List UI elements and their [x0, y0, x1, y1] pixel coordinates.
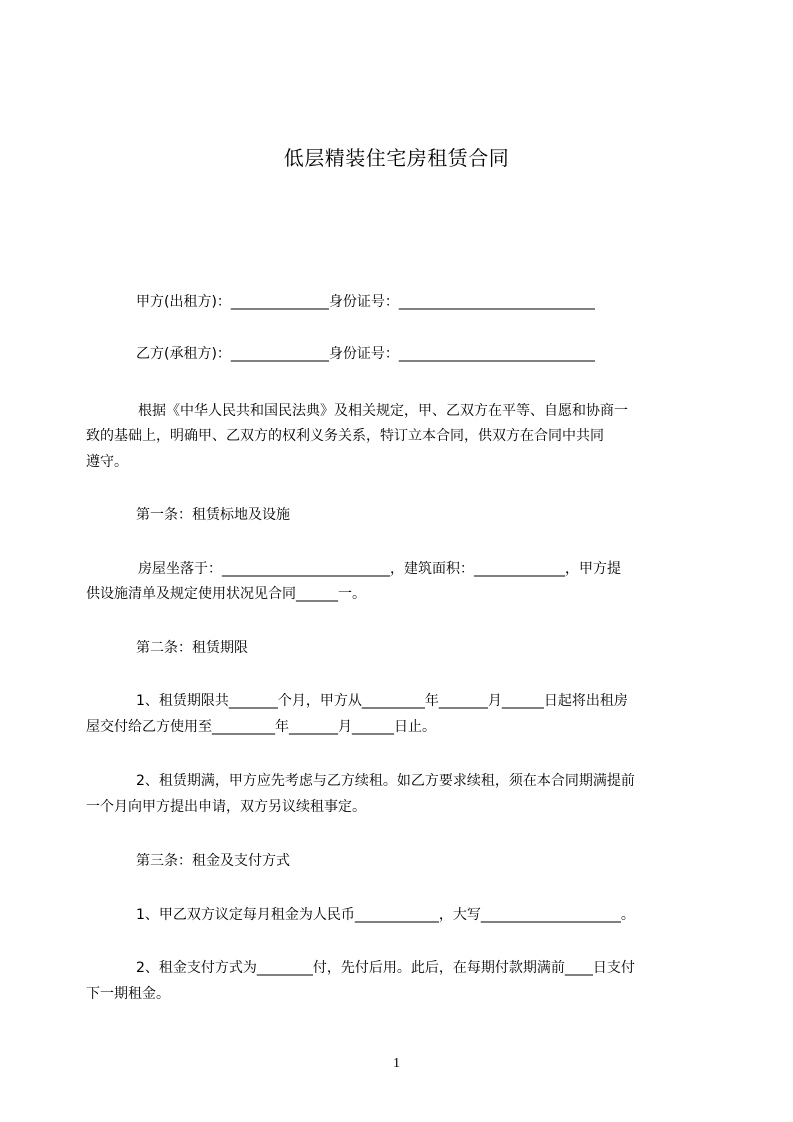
intro-line-3: 遵守。	[86, 454, 128, 470]
party-a-line: 甲方(出租方)：______________身份证号：____________________________	[136, 294, 595, 310]
article-3-clause-2-line-1: 2、租金支付方式为________付，先付后用。此后，在每期付款期满前____日支付	[136, 960, 635, 976]
intro-line-2: 致的基础上，明确甲、乙双方的权利义务关系，特订立本合同，供双方在合同中共同	[86, 428, 604, 444]
article-2-clause-2-line-1: 2、租赁期满，甲方应先考虑与乙方续租。如乙方要求续租，须在本合同期满提前	[136, 773, 635, 789]
intro-line-1: 根据《中华人民共和国民法典》及相关规定，甲、乙双方在平等、自愿和协商一	[138, 403, 628, 419]
page-number: 1	[393, 1056, 400, 1071]
article-2-clause-1-line-1: 1、租赁期限共_______个月，甲方从_________年_______月______日起将出租房	[136, 693, 628, 709]
document-title: 低层精装住宅房租赁合同	[283, 146, 510, 170]
article-2-clause-1-line-2: 屋交付给乙方使用至_________年_______月______日止。	[86, 719, 436, 735]
article-1-line-1: 房屋坐落于：________________________，建筑面积：_____________，甲方提	[138, 561, 621, 577]
party-b-line: 乙方(承租方)：______________身份证号：____________________________	[136, 346, 595, 362]
article-3-clause-1: 1、甲乙双方议定每月租金为人民币____________，大写____________________。	[136, 907, 635, 923]
article-2-clause-2-line-2: 一个月向甲方提出申请，双方另议续租事定。	[86, 799, 366, 815]
article-3-heading: 第三条：租金及支付方式	[136, 853, 290, 869]
article-2-heading: 第二条：租赁期限	[136, 640, 248, 656]
article-1-heading: 第一条：租赁标地及设施	[136, 507, 290, 523]
article-3-clause-2-line-2: 下一期租金。	[86, 986, 170, 1002]
article-1-line-2: 供设施清单及规定使用状况见合同______一。	[86, 586, 366, 602]
